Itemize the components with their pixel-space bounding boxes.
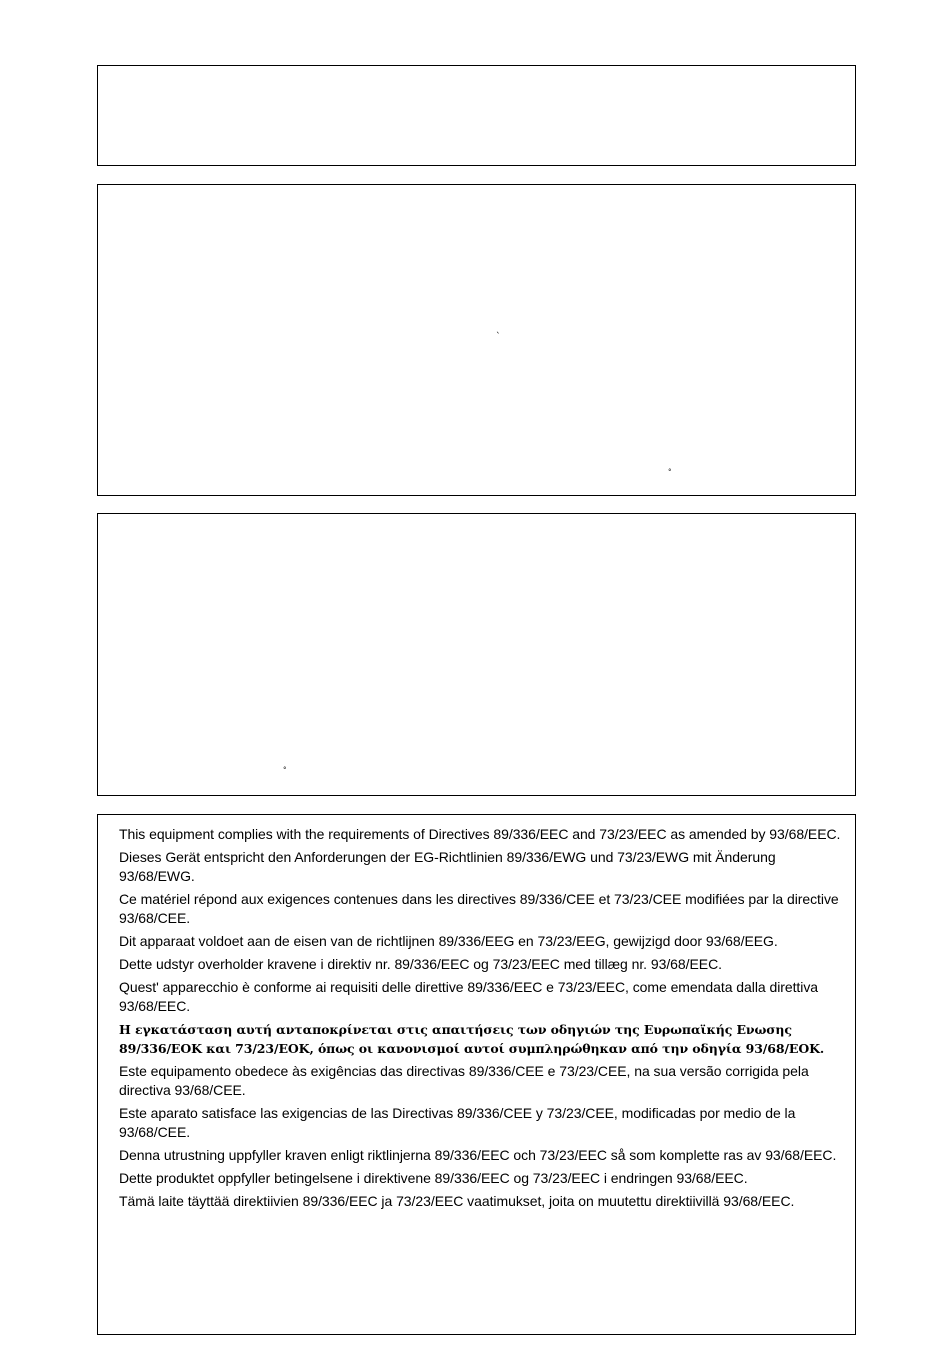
declaration-el: Η εγκατάσταση αυτή ανταποκρίνεται στις απαιτήσεις των οδηγιών της Ευρωπαϊκής Ενωσης 89/336/ΕΟΚ και 73/23/ΕΟΚ, όπως οι κανονισμοί αυτοί συμπληρώθηκαν από την οδηγία 93/68/ΕΟΚ. — [119, 1022, 825, 1056]
ce-compliance-box — [97, 814, 856, 1335]
declaration-en: This equipment complies with the requirements of Directives 89/336/EEC and 73/23/EEC as amended by 93/68/EEC. — [119, 826, 841, 842]
empty-notice-box-3 — [97, 513, 856, 796]
declaration-de: Dieses Gerät entspricht den Anforderungen der EG-Richtlinien 89/336/EWG und 73/23/EWG mit Änderung 93/68/EWG. — [119, 849, 776, 884]
stray-mark: ` — [496, 332, 501, 342]
stray-mark: ° — [668, 468, 672, 476]
declaration-sv: Denna utrustning uppfyller kraven enligt riktlinjerna 89/336/EEC och 73/23/EEC så som komplette ras av 93/68/EEC. — [119, 1147, 837, 1163]
compliance-declarations — [119, 825, 844, 1215]
declaration-pt: Este equipamento obedece às exigências das directivas 89/336/CEE e 73/23/CEE, na sua versão corrigida pela directiva 93/68/CEE. — [119, 1063, 809, 1098]
declaration-fi: Tämä laite täyttää direktiivien 89/336/EEC ja 73/23/EEC vaatimukset, joita on muutettu direktiivillä 93/68/EEC. — [119, 1193, 795, 1209]
empty-notice-box-1 — [97, 65, 856, 166]
declaration-nl: Dit apparaat voldoet aan de eisen van de richtlijnen 89/336/EEG en 73/23/EEG, gewijzigd door 93/68/EEG. — [119, 933, 778, 949]
declaration-it: Quest' apparecchio è conforme ai requisiti delle direttive 89/336/EEC e 73/23/EEC, come emendata dalla direttiva 93/68/EEC. — [119, 979, 819, 1014]
declaration-fr: Ce matériel répond aux exigences contenues dans les directives 89/336/CEE et 73/23/CEE modifiées par la directive 93/68/CEE. — [119, 891, 839, 926]
declaration-es: Este aparato satisface las exigencias de las Directivas 89/336/CEE y 73/23/CEE, modificadas por medio de la 93/68/CEE. — [119, 1105, 796, 1140]
empty-notice-box-2 — [97, 184, 856, 496]
stray-mark: ° — [283, 766, 287, 774]
declaration-da: Dette udstyr overholder kravene i direktiv nr. 89/336/EEC og 73/23/EEC med tillæg nr. 93/68/EEC. — [119, 956, 722, 972]
declaration-no: Dette produktet oppfyller betingelsene i direktivene 89/336/EEC og 73/23/EEC i endringen 93/68/EEC. — [119, 1170, 748, 1186]
